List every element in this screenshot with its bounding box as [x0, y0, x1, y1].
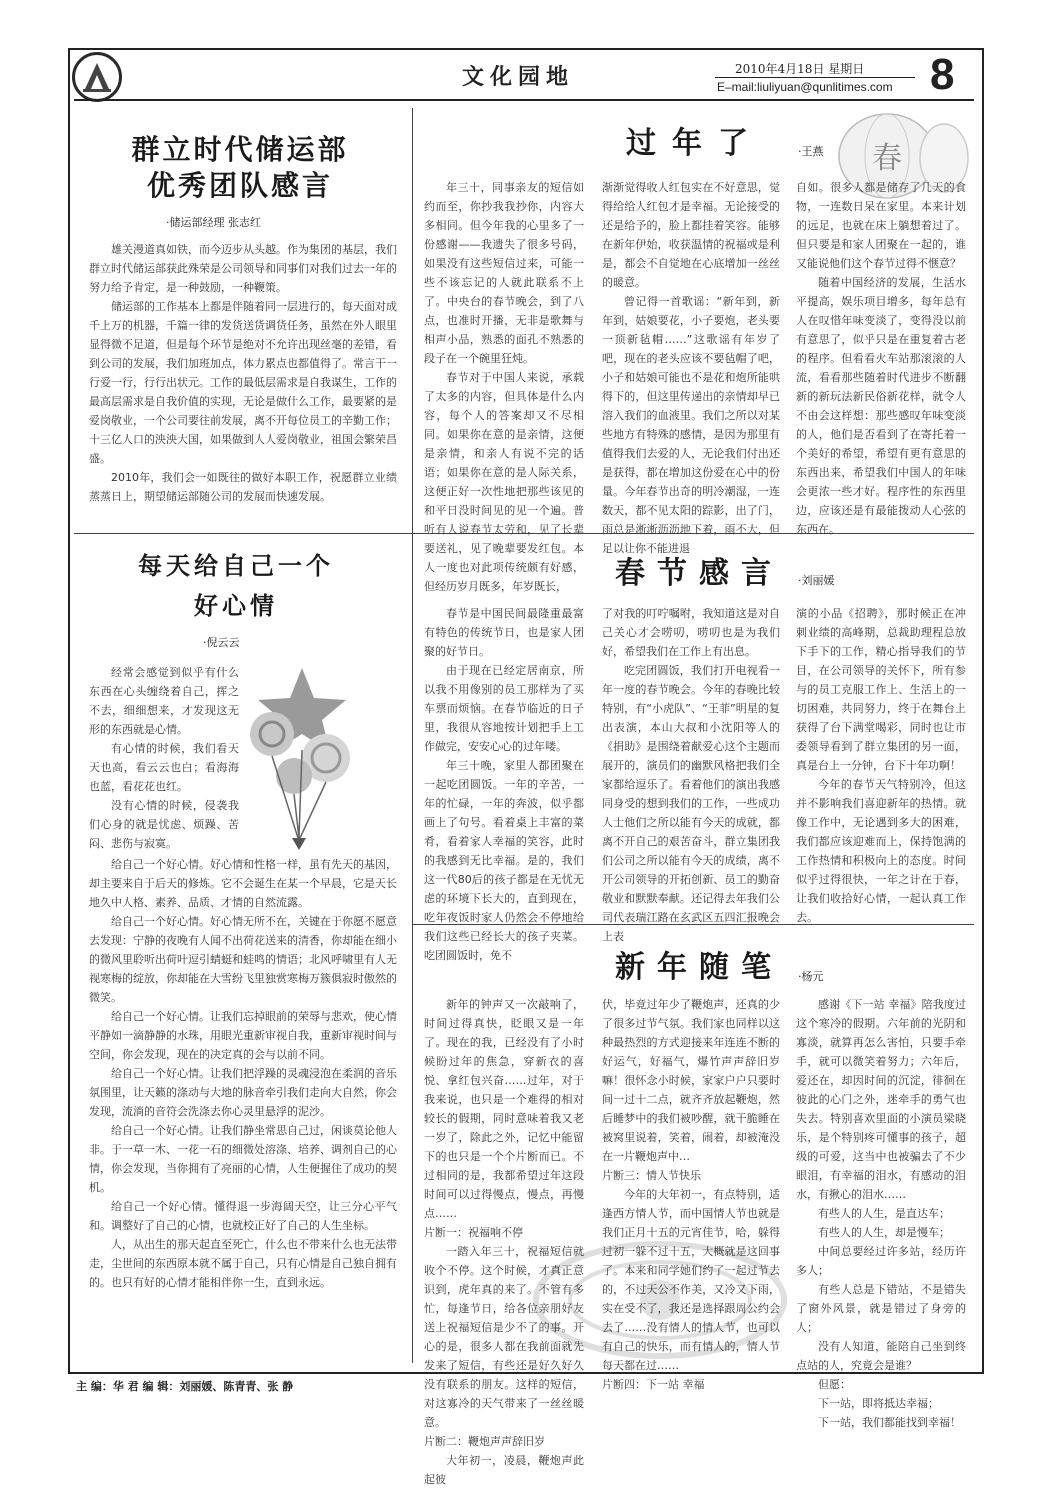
article2-col3 — [796, 178, 966, 536]
paragraph: 没有人知道，能陪自己坐到终点站的人，究竟会是谁？ — [796, 1340, 966, 1372]
paragraph: 人，从出生的那天起直至死亡，什么也不带来什么也无法带走，尘世间的东西原本就不属于自己，只有心情是自己独自拥有的。也只有好的心情才能相伴你一生，直到永远。 — [89, 1238, 397, 1289]
paragraph: 2010年，我们会一如既往的做好本职工作，祝愿群立业绩蒸蒸日上，期望储运部随公司的发展而快速发展。 — [89, 471, 397, 503]
paragraph: 演的小品《招聘》，那时候正在冲刺业绩的高峰期，总裁助理程总放下手下的工作，精心指导我们的节目，在公司领导的关怀下，所有参与的员工克服工作上、生活上的一切困难，共同努力，终于在舞台上获得了台下满堂喝彩，同时也让市委领导看到了群立集团的另一面，真是台上一分钟，台下十年功啊！ — [796, 607, 966, 772]
article2-byline: ·王燕 — [798, 145, 824, 158]
article3-body — [89, 855, 397, 1365]
article5-byline: ·杨元 — [798, 970, 824, 983]
contact-email: E–mail:liuliyuan@qunlitimes.com — [717, 80, 893, 94]
article4-byline: ·刘丽媛 — [798, 574, 835, 587]
article1-title-line2: 优秀团队感言 — [146, 169, 333, 202]
paragraph: 给自己一个好心情。好心情无所不在，关键在于你愿不愿意去发现：宁静的夜晚有人闻不出荷花送来的清香，你却能在细小的微风里聆听出荷叶逗引蜻蜓和蛙鸣的情语；北风呼啸里有人无视寒梅的绽放，你却能在大雪纷飞里独赏寒梅万簇俱寂时傲然的微笑。 — [89, 915, 397, 1004]
paragraph: 但愿： — [818, 1378, 851, 1391]
spring-character: 春 — [872, 141, 902, 176]
issue-date: 2010年4月18日 星期日 — [735, 62, 865, 76]
editor-credits: 主 编：华 君 编 辑：刘丽媛、陈青青、张 静 — [76, 1380, 294, 1393]
paragraph: 渐渐觉得收人红包实在不好意思，觉得给给人红包才是幸福。无论接受的还是给予的，脸上都挂着笑容。能够在新年伊始，收获温情的祝福或是利是，都会不自觉地在心底增加一丝丝的暖意。 — [602, 181, 780, 289]
article5-col3 — [796, 995, 966, 1429]
paragraph: 中间总要经过许多站，经历许多人； — [796, 1245, 966, 1277]
paragraph: 了对我的叮咛嘱咐，我知道这是对自己关心才会唠叨，唠叨也是为我们好，希望我们在工作上有出息。 — [602, 607, 780, 658]
article1-body — [89, 240, 397, 525]
article5-col2 — [602, 995, 780, 1391]
paragraph: 雄关漫道真如铁，而今迈步从头越。作为集团的基层，我们群立时代储运部获此殊荣是公司领导和同事们对我们过去一年的努力给予肯定，是一种鼓励，一种鞭策。 — [89, 243, 397, 294]
subheading: 片断四：下一站 幸福 — [602, 1378, 705, 1391]
paragraph: 年三十，同事亲友的短信如约而至，你抄我我抄你，内容大多相同。但今年我的心里多了一份感谢——我遗失了很多号码，如果没有这些短信过来，可能一些不该忘记的人就此联系不上了。中央台的春节晚会，到了八点，也准时开播，无非是歌舞与相声小品，熟悉的面孔不熟悉的段子在一个碗里狂炖。 — [424, 181, 584, 365]
paragraph: 给自己一个好心情。好心情和性格一样，虽有先天的基因，却主要来自于后天的修炼。它不会诞生在某一个早晨，它是天长地久中人格、素养、品质、才情的自然流露。 — [89, 858, 397, 909]
newspaper-logo-icon — [72, 52, 122, 102]
article2-col1 — [424, 178, 584, 593]
paragraph: 今年的春节天气特别冷，但这并不影响我们喜迎新年的热情。就像工作中，无论遇到多大的困难，我们都应该迎难而上，保持饱满的工作热情和积极向上的态度。时间似乎过得很快，一年之计在于春，让我们收拾好心情，一起认真工作去。 — [796, 778, 966, 924]
paragraph: 给自己一个好心情。懂得退一步海阔天空，让三分心平气和。调整好了自己的心情，也就校正好了自己的人生坐标。 — [89, 1200, 397, 1232]
paragraph: 有些人的人生，却是慢车； — [818, 1226, 950, 1239]
paragraph: 有些人总是下错站，不是错失了窗外风景，就是错过了身旁的人； — [796, 1283, 966, 1334]
article4-col1 — [424, 604, 584, 962]
paragraph: 年三十晚，家里人都团聚在一起吃团圆饭。一年的辛苦，一年的忙碌，一年的奔波，似乎都画上了句号。看着桌上丰富的菜肴，看着家人幸福的笑容，此时的我感到无比幸福。是的，我们这一代80后的孩子都是在无忧无虑的环境下长大的，直到现在，吃年夜饭时家人仍然会不停地给我们这些已经长大的孩子夹菜。吃团圆饭时，免不 — [424, 759, 584, 962]
paragraph: 吃完团圆饭，我们打开电视看一年一度的春节晚会。今年的春晚比较特别，有“小虎队”、“王菲”明星的复出表演，本山大叔和小沈阳等人的《捐助》是围绕着献爱心这个主题而展开的，演员们的幽默风格把我们全家都给逗乐了。看着他们的演出我感同身受的想到我们的工作，一些成功人士他们之所以能有今天的成就，都离不开自己的艰苦奋斗，群立集团我们公司之所以能有今天的成绩，离不开公司领导的开拓创新、员工的勤奋敬业和默默奉献。还记得去年我们公司代表瑞江路在玄武区五四汇报晚会上表 — [602, 664, 780, 943]
article4-col2 — [602, 604, 780, 943]
paragraph: 有些人的人生，是直达车； — [818, 1207, 950, 1220]
paragraph: 一踏入年三十，祝福短信就收个不停。这个时候，才真正意识到，虎年真的来了。不管有多忙，每逢节日，给各位亲朋好友送上祝福短信是少不了的事。开心的是，很多人都在我前面就先发来了短信，有些还是好久好久没有联系的朋友。这样的短信，对这寡冷的天气带来了一丝丝暖意。 — [424, 1245, 584, 1429]
paragraph: 随着中国经济的发展，生活水平提高，娱乐项目增多，每年总有人在叹惜年味变淡了，变得没以前有意思了，似乎只是在重复着古老的程序。但看看火车站那滚滚的人流，看看那些随着时代进步不断翻新的新玩法新民俗新花样，就令人不由会这样想：那些感叹年味变淡的人，他们是否看到了在寄托着一个美好的希望，希望有更有意思的东西出来，希望我们中国人的年味会更浓一些才好。程序性的东西里边，应该还是有最能拨动人心弦的东西在。 — [796, 276, 966, 536]
article3-title — [86, 546, 386, 626]
paragraph: 给自己一个好心情。让我们静坐常思自己过，闲谈莫论他人非。于一草一木、一花一石的细微处溶涤、培养、调剂自己的心情，你会发现，当你拥有了亮丽的心情，人生便握住了成功的契机。 — [89, 1124, 397, 1194]
paragraph: 没有心情的时候，侵袭我们心身的就是忧虑、烦躁、苦闷、悲伤与寂寞。 — [89, 799, 239, 850]
paragraph: 下一站，即将抵达幸福； — [818, 1397, 939, 1410]
section-name: 文化园地 — [462, 64, 575, 90]
paragraph: 经常会感觉到似乎有什么东西在心头缠绕着自己，挥之不去，细细想来，才发现这无形的东西就是心情。 — [89, 666, 239, 736]
article2-title: 过年了 — [626, 126, 764, 161]
article3-byline: ·倪云云 — [203, 636, 240, 649]
paragraph: 有心情的时候，我们看天天也高，看云云也白；看海海也蓝，看花花也红。 — [89, 742, 239, 793]
subheading: 片断二：鞭炮声声辞旧岁 — [424, 1435, 545, 1448]
header-divider-short — [715, 77, 915, 78]
page-number: 8 — [930, 50, 955, 99]
paragraph: 给自己一个好心情。让我们忘掉眼前的荣辱与悲欢，使心情平静如一滴静静的水珠，用眼光重新审视自我，重新审视时间与空间，你会发现，现在的决定真的会与以前不同。 — [89, 1010, 397, 1061]
subheading: 片断三：情人节快乐 — [602, 1169, 701, 1182]
article2-col2 — [602, 178, 780, 555]
article5-col1 — [424, 995, 584, 1486]
column-divider — [412, 108, 413, 1363]
paragraph: 伏，毕竟过年少了鞭炮声，还真的少了很多过节气氛。我们家也同样以这种最热烈的方式迎接来年连连不断的好运气，好福气，爆竹声声辞旧岁嘛！很怀念小时候，家家户户只要时间一过十二点，就齐齐放起鞭炮，然后睡梦中的我们被吵醒，就干脆睡在被窝里说着，笑着，闹着，却被淹没在一片鞭炮声中… — [602, 998, 780, 1163]
article1-byline: ·储运部经理 张志红 — [166, 216, 261, 229]
paragraph: 给自己一个好心情。让我们把浮躁的灵魂浸泡在柔润的音乐氛围里，让天籁的涤动与大地的脉音牵引我们走向大自然，你会发现，流淌的音符会洗涤去你心灵里悬浮的泥沙。 — [89, 1067, 397, 1118]
row-divider — [74, 533, 412, 534]
paragraph: 由于现在已经定居南京，所以我不用像别的员工那样为了买车票而烦恼。在春节临近的日子里，我很从容地按计划把手上工作做完，安安心心的过年喽。 — [424, 664, 584, 753]
paragraph: 春节对于中国人来说，承载了太多的内容，但具体是什么内容，每个人的答案却又不尽相同。如果你在意的是亲情，这便是亲情，和亲人有说不完的话语；如果你在意的是人际关系，这便正好一次性地把那些该见的和平日没时间见的见一个遍。普听有人说春节太劳和，见了长辈要送礼，见了晚辈要发红包。本人一度也对此项传统颇有好感，但经历岁月既多，年岁既长， — [424, 371, 584, 593]
subheading: 片断一：祝福响不停 — [424, 1226, 523, 1239]
article4-title: 春节感言 — [615, 556, 783, 591]
article5-title: 新年随笔 — [615, 950, 783, 985]
article1-title — [80, 132, 400, 204]
paragraph: 大年初一，凌晨，鞭炮声此起彼 — [424, 1454, 584, 1486]
article1-title-line1: 群立时代储运部 — [131, 133, 349, 166]
article3-title-line1: 每天给自己一个 — [138, 551, 334, 580]
paragraph: 储运部的工作基本上都是伴随着同一层进行的，每天面对成千上万的机器，千篇一律的发货送货调货任务，虽然在外人眼里显得微不足道，但是每个环节是绝对不允许出现丝毫的差错，看到公司的发展，我们加班加点，体力累点也都值得了。常言干一行爱一行，行行出状元。工作的最低层需求是自我谋生，工作的最高层需求是自我价值的实现，无论是做什么工作，最要紧的是爱岗敬业，一个公司要往前发展，离不开每位员工的辛勤工作；十三亿人口的泱泱大国，如果做到人人爱岗敬业，祖国会繁荣昌盛。 — [89, 300, 397, 465]
header-divider — [74, 99, 974, 101]
paragraph: 下一站，我们都能找到幸福！ — [818, 1416, 961, 1429]
paragraph: 自如。很多人都是储存了几天的食物，一连数日呆在家里。本来计划的远足，也就在床上躺想着过了。但只要是和家人团聚在一起的，谁又能说他们这个春节过得不惬意？ — [796, 181, 966, 270]
balloons-illustration — [242, 658, 362, 858]
article3-body-top — [89, 663, 239, 853]
paragraph: 今年的大年初一，有点特别，适逢西方情人节，而中国情人节也就是我们正月十五的元宵佳节，哈，躲得过初一躲不过十五，大概就是这回事了。本来和同学她们约了一起过节去的，不过天公不作美，又冷又下雨，实在受不了，我还是选择跟周公约会去了……没有情人的情人节，也可以有自己的快乐，而有情人的，情人节每天都在过…… — [602, 1188, 780, 1372]
paragraph: 感谢《下一站 幸福》陪我度过这个寒冷的假期。六年前的光阴和寡淡，就算再怎么害怕，只要手牵手，就可以微笑着努力；六年后，爱还在，却因时间的沉淀，徘徊在彼此的心门之外，迷牵手的勇气也失去。特别喜欢里面的小演员梁晓乐，是个特别疼可懂事的孩子，超级的可爱，这当中也被骗去了不少眼泪，有幸福的泪水，有感动的泪水，有揪心的泪水…… — [796, 998, 966, 1201]
article4-col3 — [796, 604, 966, 924]
paragraph: 曾记得一首歌谣：“新年到，新年到，姑娘要花，小子要炮，老头要一顶新毡帽……”这歌谣有年岁了吧，现在的老头应该不要毡帽了吧，小子和姑娘可能也不是花和炮所能哄得下的，但这里传递出的亲情却早已溶入我们的血液里。我们之所以对某些地方有特殊的感情，是因为那里有值得我们去爱的人，无论我们付出还是获得，都在增加这份爱在心中的份量。今年春节出奇的明冷潮湿，一连数天，都不见太阳的踪影，出了门，雨总是淅淅沥沥地下着，雨不大，但足以让你不能进退 — [602, 295, 780, 555]
article3-title-line2: 好心情 — [194, 591, 278, 620]
paragraph: 新年的钟声又一次敲响了，时间过得真快，眨眼又是一年了。现在的我，已经没有了小时候盼过年的焦急，穿新衣的喜悦、拿红包兴奋……过年，对于我来说，也只是一个难得的相对较长的假期，同时意味着我又老一岁了，除此之外，记忆中能留下的也只是一个个片断而已。不过相同的是，我都希望过年这段时间可以过得慢点，慢点，再慢点…… — [424, 998, 584, 1220]
paragraph: 春节是中国民间最隆重最富有特色的传统节日，也是家人团聚的好节日。 — [424, 607, 584, 658]
